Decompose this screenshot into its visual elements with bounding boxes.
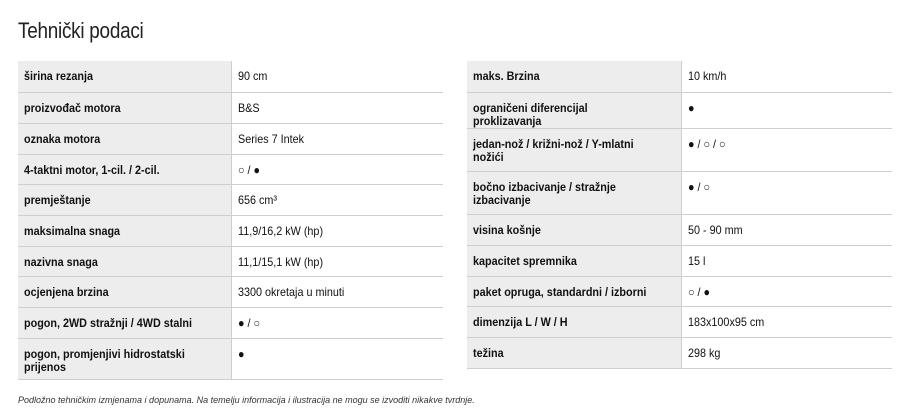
spec-value <box>682 337 893 368</box>
spec-value <box>232 92 444 123</box>
spec-row <box>467 245 892 276</box>
spec-table-left <box>18 61 443 380</box>
spec-value <box>232 338 444 379</box>
spec-label-text: širina rezanja <box>24 69 94 83</box>
spec-label-text: 4-taktni motor, 1-cil. / 2-cil. <box>24 162 160 177</box>
spec-row <box>467 92 892 128</box>
spec-row <box>18 123 443 154</box>
spec-value <box>682 306 893 337</box>
spec-value-text: 3300 okretaja u minuti <box>238 284 345 299</box>
spec-label <box>18 61 232 92</box>
spec-row <box>18 215 443 246</box>
spec-row <box>467 337 892 368</box>
spec-label-text: ograničeni diferencijal proklizavanja <box>473 100 588 128</box>
spec-label-text: pogon, promjenjivi hidrostatski prijenos <box>24 346 185 374</box>
spec-row <box>18 338 443 379</box>
spec-label-text: maksimalna snaga <box>24 223 121 238</box>
spec-value <box>232 307 444 338</box>
spec-label-text: težina <box>473 345 504 360</box>
spec-label-text: jedan-nož / križni-nož / Y-mlatni nožići <box>473 136 634 164</box>
spec-row <box>18 276 443 307</box>
spec-label <box>18 154 232 184</box>
spec-label-text: pogon, 2WD stražnji / 4WD stalni <box>24 315 193 330</box>
footnote: Podložno tehničkim izmjenama i dopunama. Na temelju informacija i ilustracija ne mogu se izvoditi nikakve tvrdnje. <box>18 395 475 405</box>
page-title: Tehnički podaci <box>18 18 144 43</box>
spec-value <box>682 214 893 245</box>
spec-label <box>467 214 682 245</box>
spec-value-text: 298 kg <box>688 345 721 360</box>
spec-label <box>18 92 232 123</box>
spec-value-text: 15 l <box>688 253 706 268</box>
spec-row <box>467 61 892 92</box>
spec-label-text: visina košnje <box>473 222 541 237</box>
spec-value-text: 183x100x95 cm <box>688 314 765 329</box>
spec-value-text: 656 cm³ <box>238 192 278 207</box>
spec-label <box>467 92 682 128</box>
spec-value <box>232 154 444 184</box>
spec-value-text: 50 - 90 mm <box>688 222 743 237</box>
spec-label-text: dimenzija L / W / H <box>473 314 568 329</box>
spec-label <box>18 307 232 338</box>
spec-row <box>18 154 443 184</box>
spec-label-text: proizvođač motora <box>24 100 121 115</box>
spec-value-text: ● <box>688 100 695 115</box>
spec-value <box>232 61 444 92</box>
spec-value-text: ● <box>238 346 245 361</box>
spec-label <box>467 61 682 92</box>
spec-label <box>467 245 682 276</box>
spec-label <box>18 276 232 307</box>
spec-value-text: 10 km/h <box>688 69 727 83</box>
spec-label <box>467 337 682 368</box>
spec-label <box>18 246 232 276</box>
spec-value <box>682 128 893 171</box>
spec-label <box>467 171 682 214</box>
spec-label-text: paket opruga, standardni / izborni <box>473 284 647 299</box>
spec-label-text: nazivna snaga <box>24 254 98 269</box>
spec-label-text: bočno izbacivanje / stražnje izbacivanje <box>473 179 616 207</box>
spec-label-text: premještanje <box>24 192 91 207</box>
spec-value-text: ● / ○ / ○ <box>688 136 726 151</box>
spec-label-text: maks. Brzina <box>473 69 540 83</box>
spec-label-text: ocjenjena brzina <box>24 284 109 299</box>
spec-label <box>18 215 232 246</box>
spec-value-text: 11,9/16,2 kW (hp) <box>238 223 324 238</box>
spec-value <box>682 61 893 92</box>
spec-row <box>18 61 443 92</box>
spec-value-text: B&S <box>238 100 260 115</box>
spec-value-text: ○ / ● <box>238 162 261 177</box>
spec-row <box>18 246 443 276</box>
spec-label <box>467 306 682 337</box>
spec-value <box>232 123 444 154</box>
spec-label <box>467 128 682 171</box>
spec-label-text: oznaka motora <box>24 131 101 146</box>
spec-value <box>232 246 444 276</box>
spec-value-text: 90 cm <box>238 69 268 83</box>
spec-value <box>682 171 893 214</box>
spec-label <box>18 184 232 215</box>
spec-value <box>232 276 444 307</box>
spec-row <box>467 171 892 214</box>
spec-label <box>18 123 232 154</box>
spec-row <box>467 214 892 245</box>
spec-value-text: ● / ○ <box>238 315 261 330</box>
spec-value-text: ○ / ● <box>688 284 711 299</box>
spec-value-text: Series 7 Intek <box>238 131 305 146</box>
spec-value-text: ● / ○ <box>688 179 711 194</box>
spec-row <box>18 184 443 215</box>
spec-value <box>232 184 444 215</box>
spec-row <box>467 306 892 337</box>
spec-row <box>467 128 892 171</box>
spec-value <box>682 92 893 128</box>
spec-value <box>232 215 444 246</box>
spec-label <box>18 338 232 379</box>
spec-value <box>682 276 893 306</box>
spec-label <box>467 276 682 306</box>
spec-row <box>467 276 892 306</box>
spec-table-right <box>467 61 892 369</box>
spec-value <box>682 245 893 276</box>
spec-value-text: 11,1/15,1 kW (hp) <box>238 254 324 269</box>
spec-label-text: kapacitet spremnika <box>473 253 577 268</box>
spec-row <box>18 92 443 123</box>
spec-row <box>18 307 443 338</box>
